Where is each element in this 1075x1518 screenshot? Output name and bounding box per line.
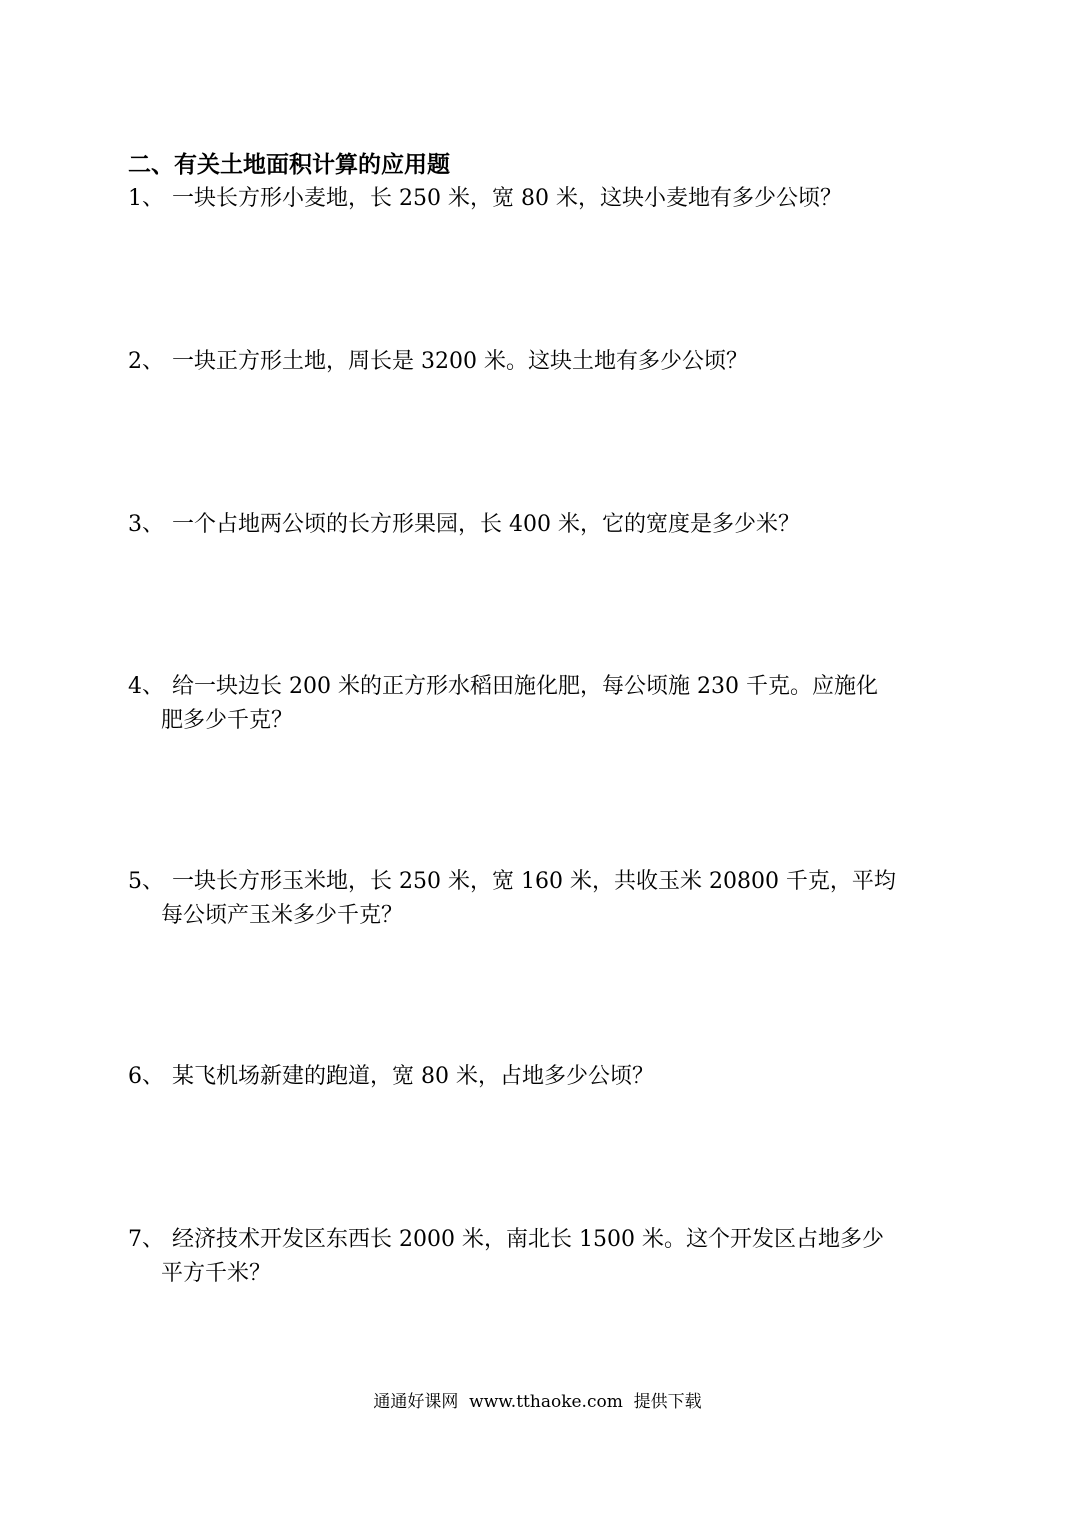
- question-3: [128, 508, 958, 542]
- question-number: 5、: [128, 869, 164, 894]
- question-6: [128, 1060, 958, 1094]
- question-number: 6、: [128, 1064, 164, 1089]
- question-text: 某飞机场新建的跑道，宽 80 米，占地多少公顷？: [172, 1064, 654, 1089]
- question-4: [128, 670, 958, 738]
- question-text-continued: 平方千米？: [161, 1261, 272, 1286]
- question-text-continued: 每公顷产玉米多少千克？: [161, 903, 404, 928]
- section-title: 二、有关土地面积计算的应用题: [128, 151, 450, 178]
- question-2: [128, 345, 958, 379]
- question-text: 一个占地两公顷的长方形果园，长 400 米，它的宽度是多少米？: [172, 512, 800, 537]
- question-text-continued: 肥多少千克？: [161, 708, 294, 733]
- question-text: 给一块边长 200 米的正方形水稻田施化肥，每公顷施 230 千克。应施化: [172, 674, 878, 699]
- question-number: 7、: [128, 1227, 164, 1252]
- question-5: [128, 865, 958, 933]
- question-text: 一块长方形玉米地，长 250 米，宽 160 米，共收玉米 20800 千克，平均: [172, 869, 896, 894]
- question-number: 2、: [128, 349, 164, 374]
- question-number: 3、: [128, 512, 164, 537]
- question-number: 1、: [128, 186, 164, 211]
- question-text: 经济技术开发区东西长 2000 米，南北长 1500 米。这个开发区占地多少: [172, 1227, 884, 1252]
- question-1: [128, 182, 958, 216]
- question-text: 一块长方形小麦地，长 250 米，宽 80 米，这块小麦地有多少公顷？: [172, 186, 842, 211]
- question-text: 一块正方形土地，周长是 3200 米。这块土地有多少公顷？: [172, 349, 748, 374]
- question-7: [128, 1223, 958, 1291]
- question-number: 4、: [128, 674, 164, 699]
- page-footer: 通通好课网 www.tthaoke.com 提供下载: [373, 1392, 702, 1412]
